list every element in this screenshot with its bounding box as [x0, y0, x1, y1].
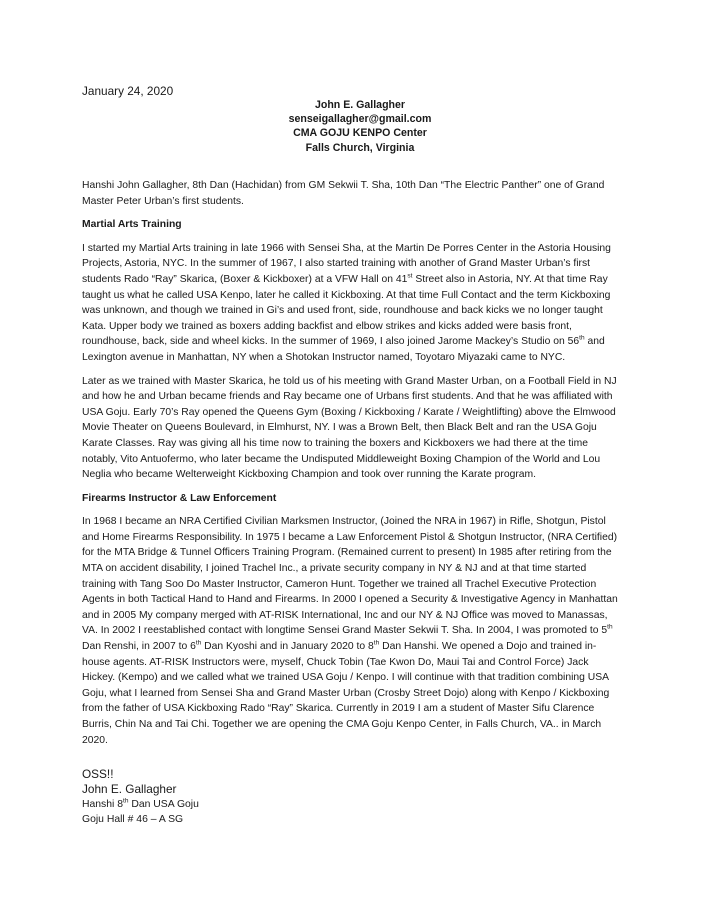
letter-closing	[82, 767, 199, 827]
superscript: th	[607, 624, 613, 631]
signature-name: John E. Gallagher	[82, 782, 177, 796]
header-location: Falls Church, Virginia	[305, 141, 415, 154]
text-run: I started my Martial Arts training in late 1966 with Sensei Sha, at the Martin De Porres Center in the Astoria Housing Projects, Astoria, NYC. In the summer of 1967, I also started training with another of Grand Master Urban’s first students Rado “Ray” Skarica, (Boxer & Kickboxer) at a VFW Hall on 41	[82, 242, 611, 285]
firearms-paragraph	[82, 514, 622, 748]
letter-date: January 24, 2020	[82, 84, 174, 98]
signature-hall: Goju Hall # 46 – A SG	[82, 814, 184, 825]
text-run: and Lexington avenue in Manhattan, NY when a Shotokan Instructor named, Toyotaro Miyazaki came to NYC.	[82, 336, 605, 363]
header-center: CMA GOJU KENPO Center	[293, 127, 427, 140]
text-run: Dan USA Goju	[128, 799, 199, 810]
martial-arts-paragraph-2: Later as we trained with Master Skarica, he told us of his meeting with Grand Master Urban, on a Football Field in NJ and how he and Urban became friends and Ray became one of Urbans first students. And that he was affiliated with USA Goju. Early 70’s Ray opened the Queens Gym (Boxing / Kickboxing / Karate / Weightlifting) above the Elmwood Movie Theater on Queens Boulevard, in Elmhurst, NY. I was a Brown Belt, then Black Belt and ran the USA Goju Karate Classes. Ray was giving all his time now to training the boxers and Kickboxers we had there at the time notably, Vito Antuofermo, who later became the Undisputed Middleweight Boxing Champion of the World and Lou Neglia who became Welterweight Kickboxing Champion and took over running the Karate program.	[82, 375, 617, 481]
text-run: Dan Kyoshi and in January 2020 to 8	[201, 641, 374, 653]
text-run: Hanshi 8	[82, 799, 124, 810]
section-heading-martial-arts: Martial Arts Training	[82, 219, 182, 231]
section-heading-firearms: Firearms Instructor & Law Enforcement	[82, 492, 277, 504]
letter-header	[0, 98, 702, 155]
closing-salutation: OSS!!	[82, 767, 114, 781]
superscript: th	[373, 639, 380, 647]
text-run: Dan Hanshi. We opened a Dojo and trained in-house agents. AT-RISK Instructors were, myself, Chuck Tobin (Tae Kwon Do, Maui Tai and Control Force) Jack Hickey. (Kempo) and we called what we trained USA Goju / Kenpo. I will continue with that tradition combining USA Goju, what I learned from Sensei Sha and Grand Master Urban (Crosby Street Dojo) along with Kenpo / Kickboxing from the father of USA Kickboxing Rado “Ray” Skarica. Currently in 2019 I am a student of Master Sifu Clarence Burris, Chin Na and Tai Chi. Together we are opening the CMA Goju Kenpo Center, in Falls Church, VA.. in March 2020.	[82, 641, 610, 746]
superscript: st	[407, 272, 413, 280]
text-run: In 1968 I became an NRA Certified Civilian Marksmen Instructor, (Joined the NRA in 1967) in Rifle, Shotgun, Pistol and Home Firearms Responsibility. In 1975 I became a Law Enforcement Pistol & Shotgun Instructor, (NRA Certified) for the MTA Bridge & Tunnel Officers Training Program. (Remained current to present) In 1985 after retiring from the MTA on accident disability, I joined Trachel Inc., a private security company in NY & NJ and at that time started training with Tang Soo Do Master Instructor, Cameron Hunt. Together we trained all Trachel Executive Protection Agents in both Tactical Hand to Hand and Firearms. In 2000 I opened a Security & Investigative Agency in Manhattan and in 2005 My company merged with AT-RISK International, Inc and our NY & NJ Office was moved to Manassas, VA. In 2002 I reestablished contact with longtime Sensei Grand Master Sekwii T. Sha. In 2004, I was promoted to 5	[82, 516, 618, 637]
header-email: senseigallagher@gmail.com	[288, 113, 432, 126]
letter-body	[82, 178, 622, 756]
martial-arts-paragraph-1	[82, 241, 622, 366]
superscript: th	[123, 797, 129, 805]
text-run: Dan Renshi, in 2007 to 6	[82, 641, 196, 653]
superscript: th	[579, 334, 585, 342]
header-name: John E. Gallagher	[314, 99, 406, 111]
intro-paragraph: Hanshi John Gallagher, 8th Dan (Hachidan) from GM Sekwii T. Sha, 10th Dan “The Electric Panther” one of Grand Master Peter Urban’s first students.	[82, 180, 605, 207]
text-run: Street also in Astoria, NY. At that time Ray taught us what he called USA Kenpo, later he called it Kickboxing. At that time Full Contact and the term Kickboxing was unknown, and though we trained in Gi’s and used front, side, roundhouse and back kicks we no longer taught Kata. Upper body we trained as boxers adding backfist and elbow strikes and kicks added were basis front, roundhouse, back, side and wheel kicks. In the summer of 1969, I also joined Jarome Mackey’s Studio on 56	[82, 273, 611, 348]
superscript: th	[195, 639, 202, 647]
signature-title	[82, 797, 199, 812]
